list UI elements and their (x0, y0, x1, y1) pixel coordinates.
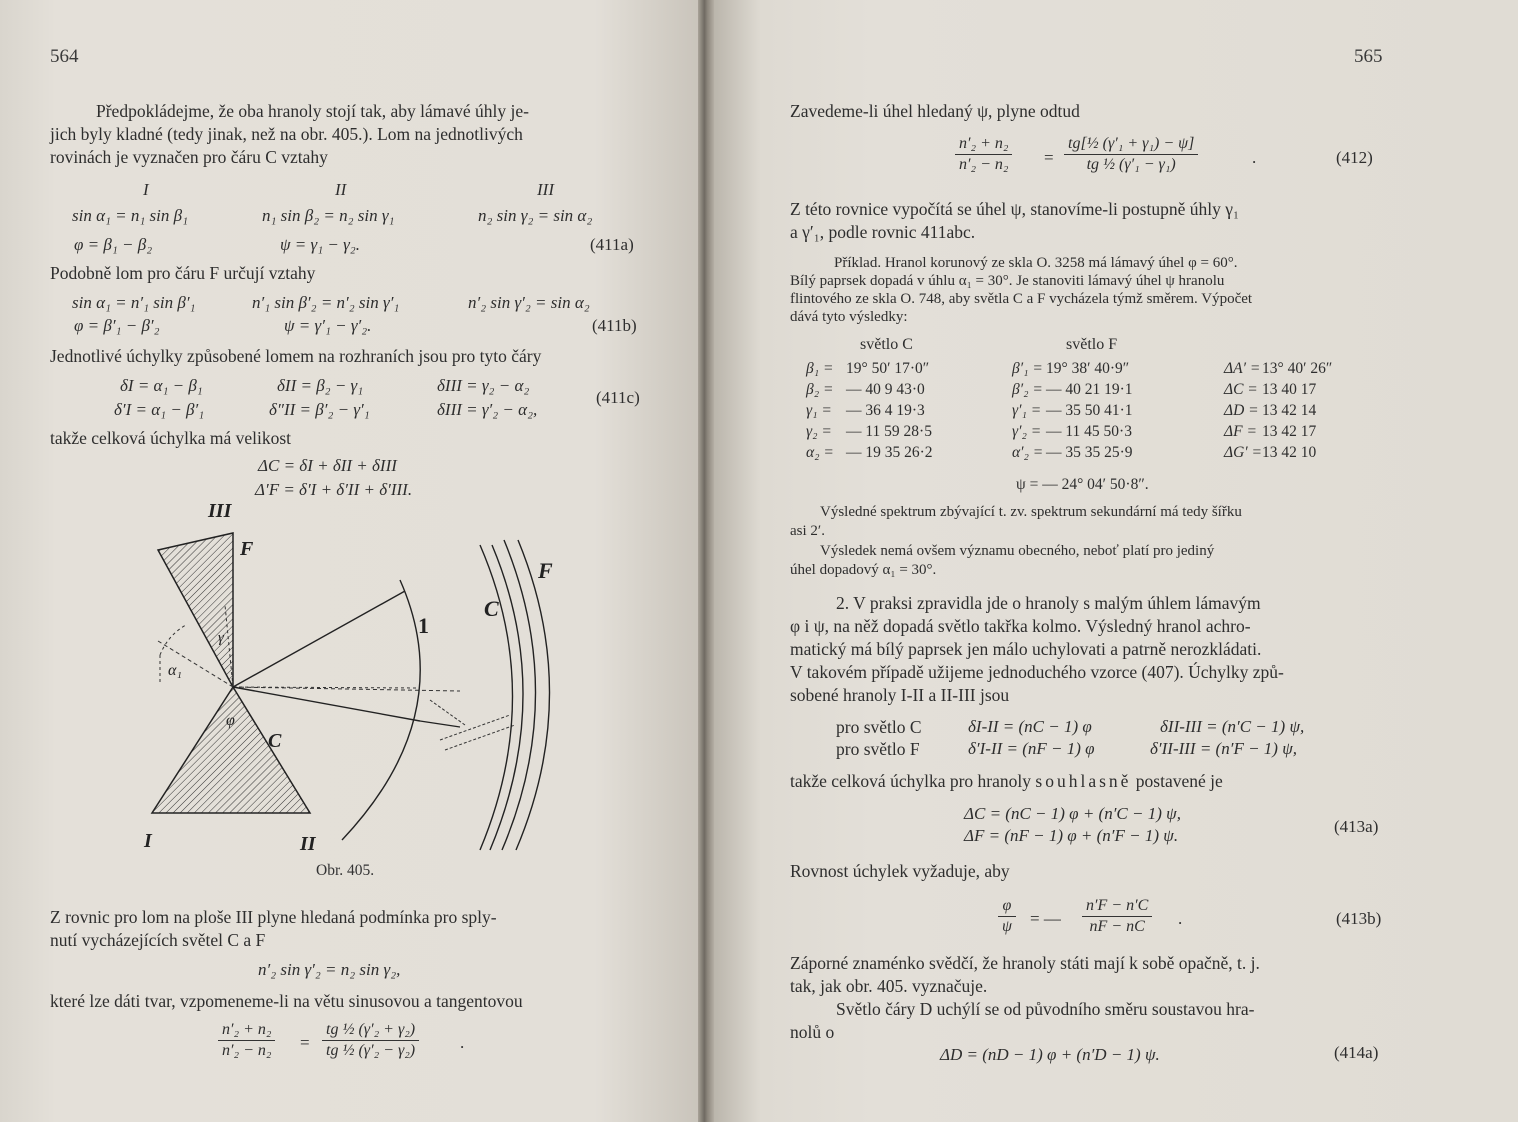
table-cell: β′₂ = (1012, 381, 1043, 398)
table-cell: ΔG′ = (1224, 444, 1263, 461)
eq412-period: . (1252, 148, 1257, 167)
eq-number-411b: (411b) (592, 316, 637, 335)
frac-left-lhs-num: n′₂ + n₂ (218, 1020, 275, 1041)
table-cell: γ′₂ = (1012, 423, 1042, 440)
pro-F-eq2: δ′II-III = (n′F − 1) ψ, (1150, 739, 1298, 758)
para4: takže celková úchylka má velikost (50, 428, 292, 448)
table-cell: ΔA′ = (1224, 360, 1261, 377)
figure-405 (130, 495, 590, 855)
table-cell: γ₁ = (806, 402, 832, 419)
frac-left-lhs-den: n′₂ − n₂ (222, 1042, 272, 1059)
para1-line2: jich byly kladné (tedy jinak, než na obr. 405.). Lom na jednotlivých (50, 124, 523, 144)
eq-condition: n′₂ sin γ′₂ = n₂ sin γ₂, (258, 960, 401, 979)
table-cell: 13 42 14 (1262, 402, 1317, 419)
table-cell: 13 42 17 (1262, 423, 1317, 440)
table-cell: ΔF = (1224, 423, 1257, 440)
sec2-line5: sobené hranoly I-II a II-III jsou (790, 685, 1010, 705)
lower-prism (152, 687, 310, 813)
total-line-b: souhlasně (1035, 771, 1132, 791)
right-para2-line1: Z této rovnice vypočítá se úhel ψ, stanovíme-li postupně úhly γ₁ (790, 199, 1240, 219)
table-cell: — 11 59 28·5 (846, 423, 932, 440)
eq413b-lhs (998, 896, 1016, 937)
fig-label-alpha: α₁ (168, 662, 182, 679)
eq-f-5: ψ = γ′₁ − γ′₂. (284, 316, 372, 335)
total-line (790, 770, 1223, 792)
fig-label-1: 1 (418, 613, 429, 638)
eq413b-period: . (1178, 909, 1183, 928)
pro-C-eq2: δII-III = (n′C − 1) ψ, (1160, 717, 1305, 736)
figure-caption: Obr. 405. (316, 862, 375, 879)
example-line1: Příklad. Hranol korunový ze skla O. 3258 má lámavý úhel φ = 60°. (834, 255, 1238, 271)
eq412-equals: = (1044, 148, 1054, 167)
pro-F-label: pro světlo F (836, 739, 920, 759)
frac-left-rhs (322, 1020, 419, 1061)
table-cell: α′₂ = (1012, 444, 1044, 461)
table-cell: — 40 21 19·1 (1046, 381, 1133, 398)
right-para2-line2: a γ′₁, podle rovnic 411abc. (790, 222, 976, 242)
table-cell: β′₁ = (1012, 360, 1043, 377)
total-line-a: takže celková úchylka pro hranoly (790, 771, 1036, 791)
eq-number-413a: (413a) (1334, 817, 1379, 836)
fig-label-phi: φ (226, 712, 235, 729)
ray-lower (233, 687, 420, 721)
pro-C-label: pro světlo C (836, 717, 922, 737)
para1-line3: rovinách je vyznačen pro čáru C vztahy (50, 147, 328, 167)
table-cell: — 40 9 43·0 (846, 381, 925, 398)
zaporne-line2: tak, jak obr. 405. vyznačuje. (790, 976, 988, 996)
eq412-rhs-den: tg ½ (γ′₁ − γ₁) (1086, 156, 1176, 173)
zaporne-line4: nolů o (790, 1022, 835, 1042)
page-number-left: 564 (50, 46, 79, 67)
fig-label-F-right: F (538, 558, 553, 583)
eq413a-1: ΔC = (nC − 1) φ + (n′C − 1) ψ, (964, 804, 1181, 823)
table-cell: β₁ = (806, 360, 834, 377)
eq-d-3: δIII = γ₂ − α₂ (437, 376, 530, 395)
zaporne-line3: Světlo čáry D uchýlí se od původního směru soustavou hra- (836, 999, 1255, 1019)
table-cell: — 35 50 41·1 (1046, 402, 1133, 419)
rovnost-line: Rovnost úchylek vyžaduje, aby (790, 861, 1010, 881)
eq413b-lhs-num: φ (998, 896, 1016, 917)
eq-c-5: ψ = γ₁ − γ₂. (280, 235, 360, 254)
eq414a: ΔD = (nD − 1) φ + (n′D − 1) ψ. (940, 1045, 1160, 1064)
fig-label-I: I (144, 830, 152, 852)
eq-number-414a: (414a) (1334, 1043, 1379, 1062)
para2: Podobně lom pro čáru F určují vztahy (50, 263, 316, 283)
period-left: . (460, 1033, 465, 1052)
right-line1: Zavedeme-li úhel hledaný ψ, plyne odtud (790, 101, 1080, 121)
sec2-line4: V takovém případě užijeme jednoduchého vzorce (407). Úchylky způ- (790, 662, 1284, 682)
eq412-rhs (1064, 134, 1198, 175)
col-label-III: III (537, 180, 554, 199)
page-number-right: 565 (1354, 46, 1383, 67)
eq412-rhs-num: tg[½ (γ′₁ + γ₁) − ψ] (1064, 134, 1198, 155)
eq-f-3: n′₂ sin γ′₂ = sin α₂ (468, 293, 590, 312)
arc-5 (516, 540, 550, 850)
eq413a-2: ΔF = (nF − 1) φ + (n′F − 1) ψ. (964, 826, 1179, 845)
table-cell: — 36 4 19·3 (846, 402, 925, 419)
eq-d-2: δII = β₂ − γ₁ (277, 376, 364, 395)
eq-c-3: n₂ sin γ₂ = sin α₂ (478, 206, 593, 225)
table-cell: γ′₁ = (1012, 402, 1042, 419)
example-line3: flintového ze skla O. 748, aby světla C a F vycházela týmž směrem. Výpočet (790, 291, 1253, 307)
pro-C-eq1: δI-II = (nC − 1) φ (968, 717, 1092, 736)
total-f: Δ′F = δ′I + δ′II + δ′III. (255, 480, 413, 499)
psi-result: ψ = — 24° 04′ 50·8″. (1016, 476, 1149, 493)
eq413b-rhs-num: n′F − n′C (1082, 896, 1152, 917)
eq-f-4: φ = β′₁ − β′₂ (74, 316, 160, 335)
table-head-C: světlo C (860, 336, 913, 353)
eq-c-1: sin α₁ = n₁ sin β₁ (72, 206, 189, 225)
frac-left-rhs-num: tg ½ (γ′₂ + γ₂) (322, 1020, 419, 1041)
eq413b-lhs-den: ψ (1002, 918, 1012, 935)
para5-line1: Z rovnic pro lom na ploše III plyne hledaná podmínka pro sply- (50, 907, 497, 927)
sec2-line2: φ i ψ, na něž dopadá světlo takřka kolmo. Výsledný hranol achro- (790, 616, 1251, 636)
zaporne-line1: Záporné znaménko svědčí, že hranoly státi mají k sobě opačně, t. j. (790, 953, 1260, 973)
para6: které lze dáti tvar, vzpomeneme-li na větu sinusovou a tangentovou (50, 991, 523, 1011)
eq-number-411a: (411a) (590, 235, 634, 254)
frac-left-lhs (218, 1020, 275, 1061)
spectrum-line1: Výsledné spektrum zbývající t. zv. spektrum sekundární má tedy šířku (820, 504, 1242, 520)
example-line4: dává tyto výsledky: (790, 309, 908, 325)
eq-f-2: n′₁ sin β′₂ = n′₂ sin γ′₁ (252, 293, 400, 312)
eq412-lhs-den: n′₂ − n₂ (959, 156, 1009, 173)
table-cell: 19° 50′ 17·0″ (846, 360, 930, 377)
table-cell: 19° 38′ 40·9″ (1046, 360, 1130, 377)
eq-f-1: sin α₁ = n′₁ sin β′₁ (72, 293, 196, 312)
table-cell: 13 40 17 (1262, 381, 1317, 398)
table-cell: — 11 45 50·3 (1046, 423, 1132, 440)
dashed-horizontal (233, 687, 460, 691)
frac-left-rhs-den: tg ½ (γ′₂ − γ₂) (326, 1042, 416, 1059)
eq412-lhs-num: n′₂ + n₂ (955, 134, 1012, 155)
eq-c-4: φ = β₁ − β₂ (74, 235, 153, 254)
fig-label-gamma: γ (218, 630, 224, 646)
eq-number-412: (412) (1336, 148, 1373, 167)
fig-label-C-mid: C (268, 730, 282, 752)
para3: Jednotlivé úchylky způsobené lomem na rozhraních jsou pro tyto čáry (50, 346, 542, 366)
spectrum-line4: úhel dopadový α₁ = 30°. (790, 562, 937, 578)
eq-d-4: δ′I = α₁ − β′₁ (114, 400, 205, 419)
eq-number-411c: (411c) (596, 388, 640, 407)
eq-d-1: δI = α₁ − β₁ (120, 376, 203, 395)
eq413b-rhs-den: nF − nC (1089, 918, 1145, 935)
example-line2: Bílý paprsek dopadá v úhlu α₁ = 30°. Je stanoviti lámavý úhel ψ hranolu (790, 273, 1225, 289)
col-label-I: I (143, 180, 149, 199)
eq-c-2: n₁ sin β₂ = n₂ sin γ₁ (262, 206, 395, 225)
fig-label-II: II (300, 833, 316, 855)
fig-label-III: III (208, 500, 232, 522)
book-gutter (698, 0, 714, 1122)
table-head-F: světlo F (1066, 336, 1118, 353)
sec2-line1: 2. V praksi zpravidla jde o hranoly s malým úhlem lámavým (836, 593, 1261, 613)
table-cell: ΔD = (1224, 402, 1259, 419)
col-label-II: II (335, 180, 347, 199)
table-cell: 13 42 10 (1262, 444, 1317, 461)
eq413b-rhs (1082, 896, 1152, 937)
table-cell: — 19 35 26·2 (846, 444, 933, 461)
fig-label-C-right: C (484, 596, 499, 621)
table-cell: α₂ = (806, 444, 834, 461)
fig-label-F-top: F (240, 538, 254, 560)
para1-line1: Předpokládejme, že oba hranoly stojí tak, aby lámavé úhly je- (96, 101, 529, 121)
table-cell: β₂ = (806, 381, 834, 398)
table-cell: — 35 35 25·9 (1046, 444, 1133, 461)
eq-d-5: δ″II = β′₂ − γ′₁ (269, 400, 370, 419)
spectrum-line2: asi 2′. (790, 523, 825, 539)
eq-d-6: δIII = γ′₂ − α₂, (437, 400, 538, 419)
total-c: ΔC = δI + δII + δIII (258, 456, 397, 475)
sec2-line3: matický má bílý paprsek jen málo uchylovati a patrně nerozkládati. (790, 639, 1262, 659)
table-cell: ΔC = (1224, 381, 1258, 398)
total-line-c: postavené je (1131, 771, 1223, 791)
spectrum-line3: Výsledek nemá ovšem významu obecného, neboť platí pro jediný (820, 543, 1215, 559)
eq413b-equals: = — (1030, 909, 1061, 928)
para5-line2: nutí vycházejících světel C a F (50, 930, 266, 950)
table-cell: 13° 40′ 26″ (1262, 360, 1333, 377)
pro-F-eq1: δ′I-II = (nF − 1) φ (968, 739, 1095, 758)
eq-number-413b: (413b) (1336, 909, 1382, 928)
equals-left: = (300, 1033, 310, 1052)
eq412-lhs (955, 134, 1012, 175)
table-cell: γ₂ = (806, 423, 832, 440)
ray-upper (233, 591, 405, 687)
